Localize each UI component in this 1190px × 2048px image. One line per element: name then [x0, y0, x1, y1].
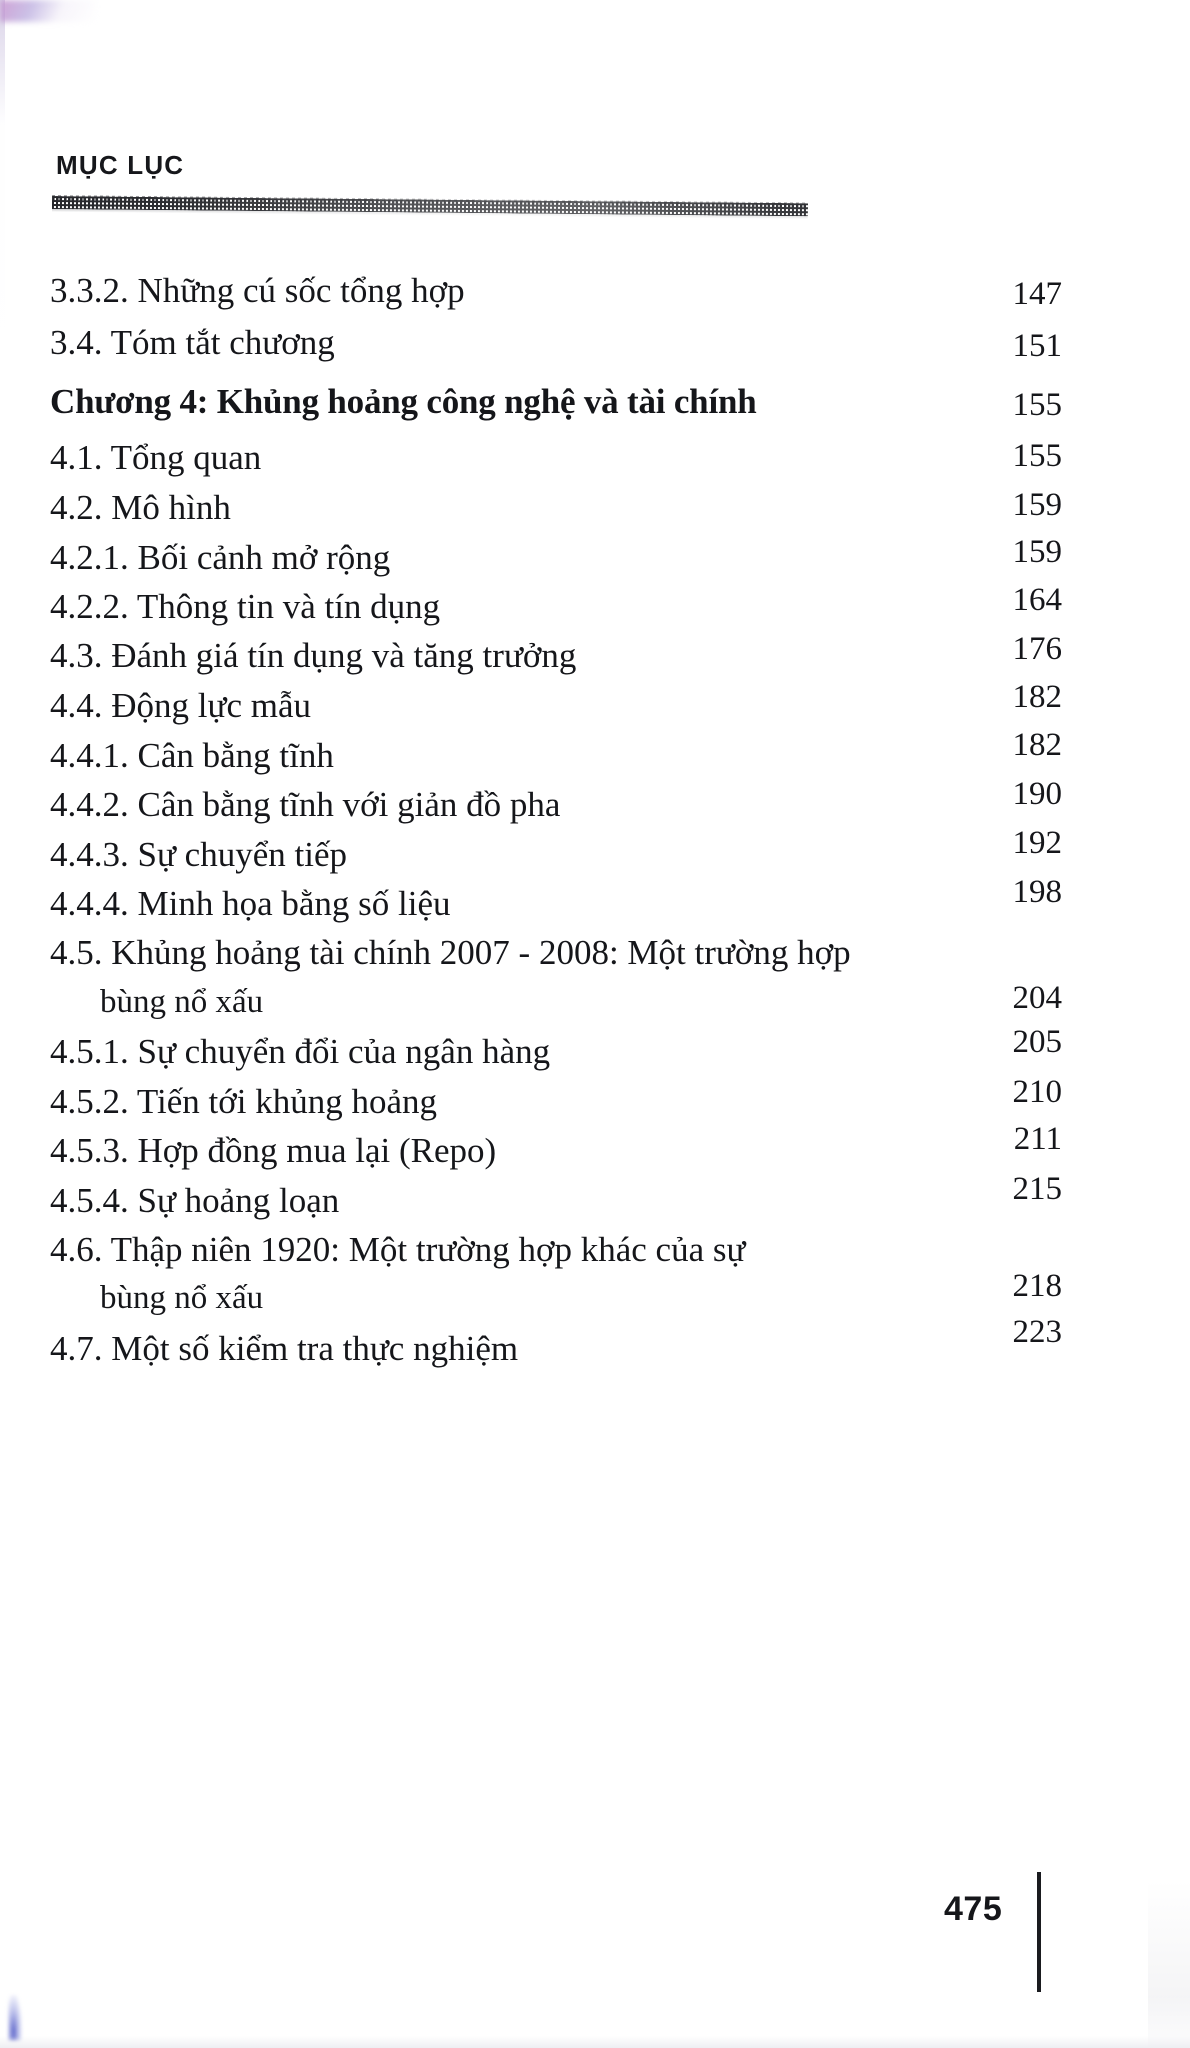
folio-divider — [1037, 1872, 1041, 1992]
toc-entry-title: bùng nổ xấu — [100, 984, 264, 1020]
scan-shadow-right — [1148, 1880, 1190, 2048]
toc-entry-title: 4.2.2. Thông tin và tín dụng — [50, 587, 441, 626]
toc-entry-title: 4.4.2. Cân bằng tĩnh với giản đồ pha — [50, 785, 561, 824]
toc-entry-page-number: 147 — [1012, 276, 1062, 312]
toc-entry-title: 4.5.3. Hợp đồng mua lại (Repo) — [50, 1131, 497, 1170]
toc-entry-title: 4.3. Đánh giá tín dụng và tăng trưởng — [50, 636, 577, 675]
toc-entry-title: 4.5.1. Sự chuyển đổi của ngân hàng — [50, 1032, 551, 1071]
toc-entry-title: 4.1. Tổng quan — [50, 438, 262, 477]
scan-ink-mark-bottom-left — [8, 1995, 22, 2041]
toc-entry-page-number: 192 — [1012, 825, 1062, 861]
toc-entry-title: 3.3.2. Những cú sốc tổng hợp — [50, 271, 465, 310]
toc-entry-title: 4.5.2. Tiến tới khủng hoảng — [50, 1082, 438, 1121]
toc-entry-title: 4.4.4. Minh họa bằng số liệu — [50, 884, 451, 923]
toc-entry-page-number: 204 — [1012, 980, 1062, 1016]
toc-entry-page-number: 210 — [1012, 1074, 1062, 1110]
toc-entry-page-number: 205 — [1012, 1024, 1062, 1060]
decorative-rule — [52, 192, 808, 221]
toc-entry-page-number: 223 — [1012, 1314, 1062, 1350]
scan-edge-artifact — [0, 0, 5, 2048]
toc-entry-page-number: 182 — [1012, 679, 1062, 715]
toc-entry-title: 4.6. Thập niên 1920: Một trường hợp khác của sự — [50, 1230, 746, 1269]
toc-entry-title: 4.4.1. Cân bằng tĩnh — [50, 736, 334, 775]
toc-entry-page-number: 215 — [1012, 1171, 1062, 1207]
toc-entry-title: bùng nổ xấu — [100, 1280, 264, 1316]
toc-entry-page-number: 211 — [1013, 1121, 1062, 1157]
scan-shadow-bottom — [0, 2036, 1190, 2048]
toc-entry-page-number: 198 — [1012, 874, 1062, 910]
toc-entry-page-number: 218 — [1012, 1268, 1062, 1304]
page-title: MỤC LỤC — [56, 150, 185, 180]
toc-entry-title: 3.4. Tóm tắt chương — [50, 323, 335, 362]
folio-page-number: 475 — [944, 1890, 1003, 1928]
toc-entry-page-number: 151 — [1012, 328, 1062, 364]
toc-entry-page-number: 190 — [1012, 776, 1062, 812]
toc-entry-page-number: 176 — [1012, 631, 1062, 667]
toc-entry-page-number: 155 — [1012, 438, 1062, 474]
toc-entry-title: 4.5. Khủng hoảng tài chính 2007 - 2008: Một trường hợp — [50, 933, 851, 972]
scan-color-artifact-top-left — [0, 0, 96, 22]
toc-entry-title: 4.4.3. Sự chuyển tiếp — [50, 835, 347, 874]
toc-entry-title: 4.2. Mô hình — [50, 488, 231, 527]
toc-entry-title: 4.5.4. Sự hoảng loạn — [50, 1181, 340, 1220]
toc-entry-page-number: 182 — [1012, 727, 1062, 763]
toc-entry-title: 4.7. Một số kiểm tra thực nghiệm — [50, 1329, 519, 1368]
toc-entry-page-number: 159 — [1012, 534, 1062, 570]
toc-entry-page-number: 155 — [1012, 387, 1062, 423]
toc-entry-title: 4.4. Động lực mẫu — [50, 686, 312, 725]
toc-entry-page-number: 159 — [1012, 487, 1062, 523]
toc-entry-title: 4.2.1. Bối cảnh mở rộng — [50, 538, 391, 577]
toc-chapter-title: Chương 4: Khủng hoảng công nghệ và tài chính — [50, 382, 757, 421]
toc-entry-page-number: 164 — [1012, 582, 1062, 618]
